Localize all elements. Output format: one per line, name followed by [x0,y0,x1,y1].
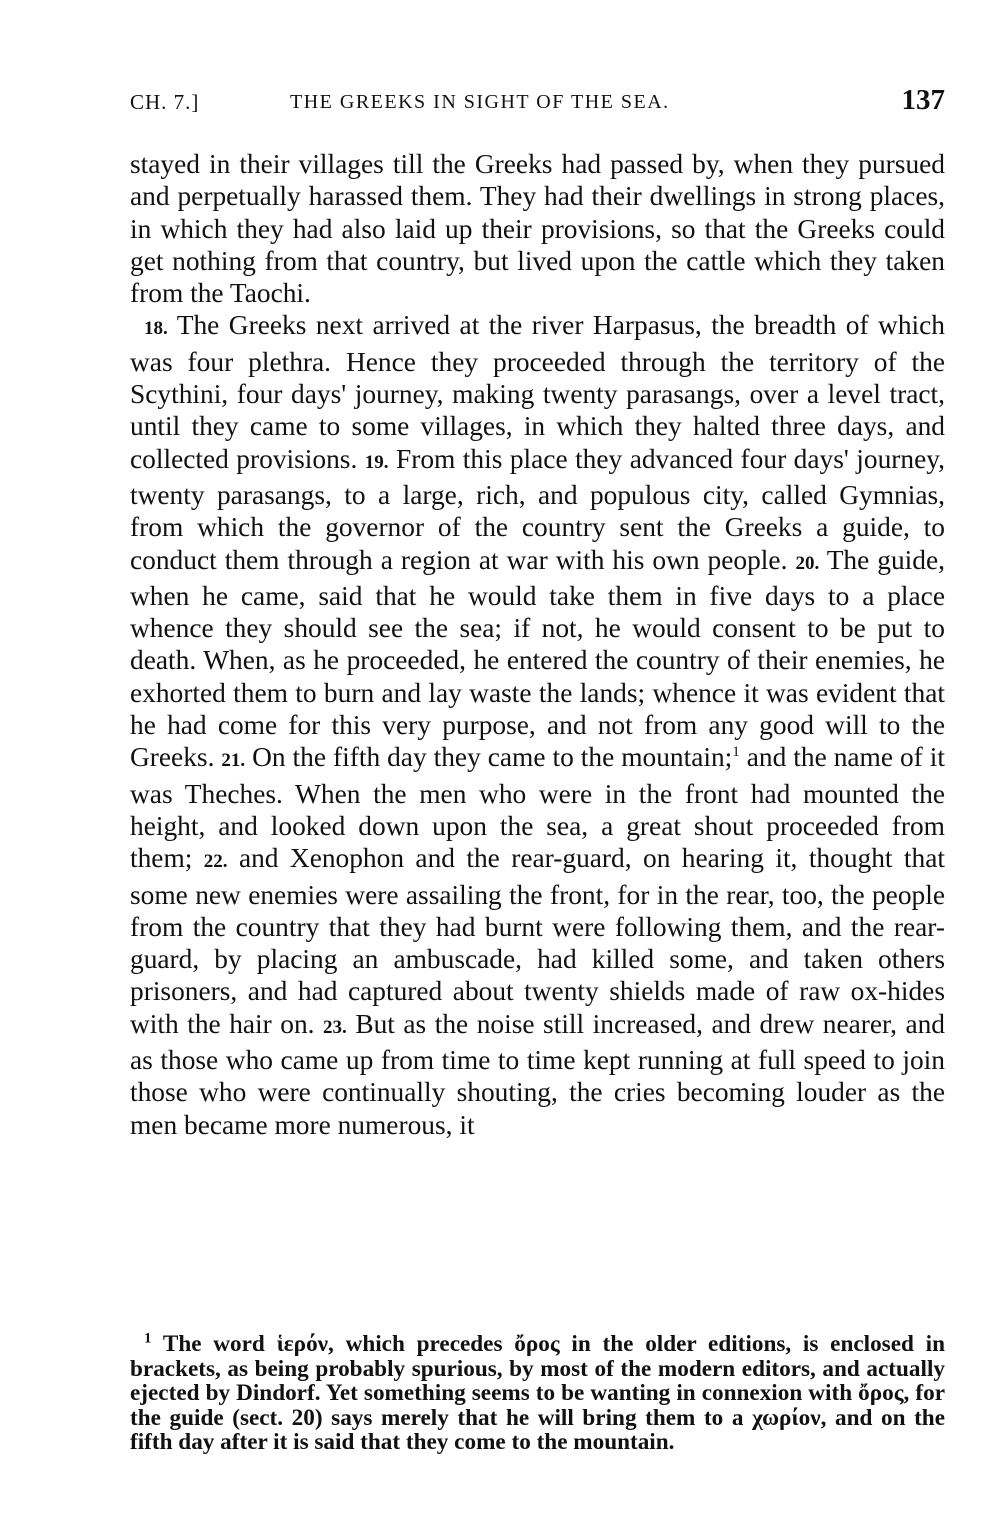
main-text [130,148,945,1141]
section-20-text: The guide, when he came, said that he would take them in five days to a place whence they should see the sea; if not, he would consent to be put to death. When, as he proceeded, he entered the country of their enemies, he exhorted them to burn and lay waste the lands; whence it was evident that he had come for this very purpose, and not from any good will to the Greeks. [130,544,945,773]
paragraph-continuation: stayed in their villages till the Greeks had passed by, when they pursued and perpetually harassed them. They had their dwellings in strong places, in which they had also laid up their provisions, so that the Greeks could get nothing from that country, but lived upon the cattle which they taken from the Taochi. [130,149,945,309]
section-number-23: 23. [323,1016,347,1038]
page-number: 137 [901,84,945,116]
section-21-text-a: On the fifth day they came to the mountain; [245,742,733,773]
section-19-text: From this place they advanced four days' journey, twenty parasangs, to a large, rich, and populous city, called Gymnias, from which the governor of the country sent the Greeks a guide, to conduct them through a region at war with his own people. [130,443,945,575]
section-number-20: 20. [795,552,820,574]
section-number-19: 19. [364,451,389,473]
footnote [130,1332,945,1455]
running-title: THE GREEKS IN SIGHT OF THE SEA. [290,91,670,113]
running-header [130,84,945,120]
footnote-paragraph [130,1332,945,1455]
section-23-text: But as the noise still increased, and drew nearer, and as those who came up from time to time kept running at full speed to join those who were continually shouting, the cries becoming louder as the men became more numerous, it [130,1008,945,1140]
footnote-marker: 1 [144,1330,152,1347]
section-number-18: 18. [144,318,168,340]
section-21-text-b: and the name of it was Theches. When the men who were in the front had mounted the height, and looked down upon the sea, a great shout proceeded from them; [130,742,945,874]
section-18-text: The Greeks next arrived at the river Harpasus, the breadth of which was four plethra. Hence they proceeded through the territory of the Scythini, four days' journey, making twenty parasangs, over a level tract, until they came to some villages, in which they halted three days, and collected provisions. [130,310,945,474]
section-number-21: 21. [221,750,246,772]
section-number-22: 22. [203,851,228,873]
footnote-reference: 1 [732,744,740,761]
chapter-marker: CH. 7.] [130,90,200,114]
section-22-text: and Xenophon and the rear-guard, on hearing it, thought that some new enemies were assailing the front, for in the rear, too, the people from the country that they had burnt were following them, and the rear-guard, by placing an ambuscade, had killed some, and taken others prisoners, and had captured about twenty shields made of raw ox-hides with the hair on. [130,843,945,1039]
footnote-text: The word ἱερόν, which precedes ὄρος in the older editions, is enclosed in brackets, as being probably spurious, by most of the modern editors, and actually ejected by Dindorf. Yet something seems to be wanting in connexion with ὄρος, for the guide (sect. 20) says merely that he will bring them to a χωρίον, and on the fifth day after it is said that they come to the mountain. [130,1331,945,1456]
paragraph-sections-18-23 [130,309,945,1140]
